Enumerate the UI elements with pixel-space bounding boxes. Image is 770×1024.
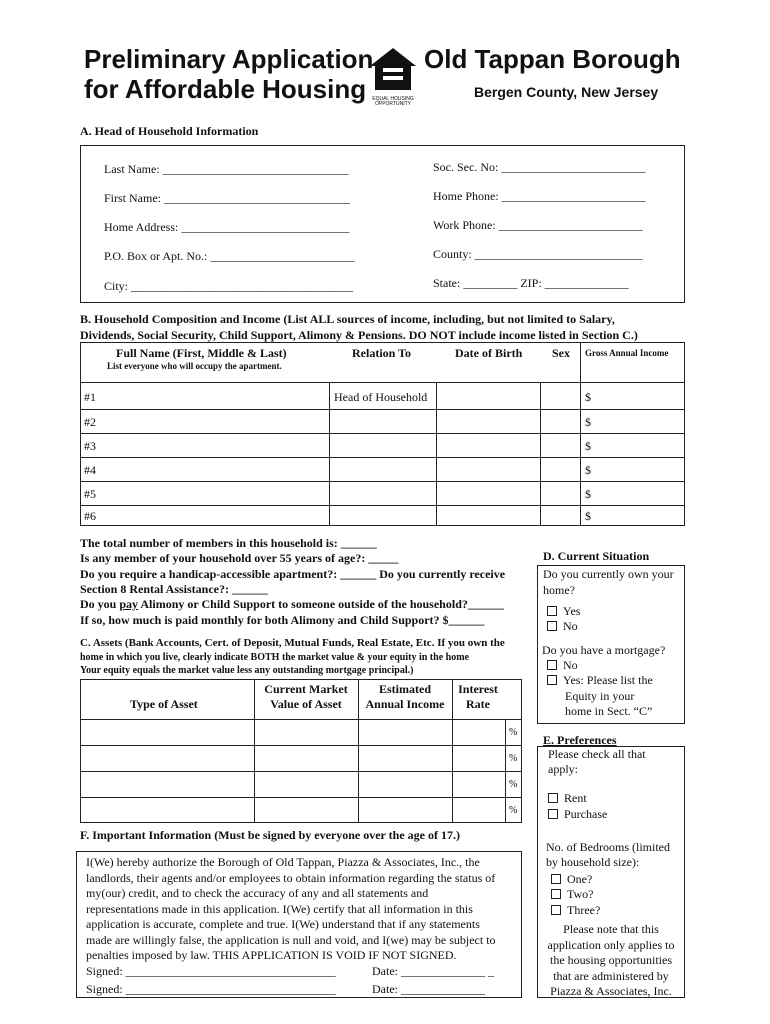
- logo-text-2: OPPORTUNITY: [374, 101, 412, 107]
- auth-line-5: application is accurate, complete and true. I(We) understand that if any statements: [86, 917, 480, 931]
- row-5-num: #5: [84, 487, 96, 501]
- section-d-heading: D. Current Situation: [543, 549, 650, 563]
- auth-line-4: representations made in this application. I(We) certify that all information in this: [86, 901, 473, 916]
- note-line-3: the housing opportunities: [550, 953, 672, 967]
- bed-one[interactable]: [551, 872, 592, 887]
- handicap-question[interactable]: Do you require a handicap-accessible apartment?: ______ Do you currently receive: [80, 567, 506, 581]
- home-phone-field[interactable]: Home Phone: ________________________: [433, 189, 646, 203]
- bed-one-label: One?: [567, 872, 593, 886]
- col-income-1: Estimated: [379, 682, 431, 696]
- auth-line-3: my(our) credit, and to check the accuracy of any and all statements and: [86, 886, 429, 900]
- note-line-4: that are administered by: [553, 968, 669, 983]
- state-zip-field[interactable]: State: _________ ZIP: ______________: [433, 276, 629, 290]
- home-address-field[interactable]: Home Address: ____________________________: [104, 220, 350, 234]
- checkbox-icon[interactable]: [548, 793, 558, 803]
- checkbox-icon[interactable]: [547, 675, 557, 685]
- city-field[interactable]: City: _____________________________________: [104, 279, 354, 293]
- last-name-field[interactable]: Last Name: _______________________________: [104, 162, 349, 176]
- house-icon: [368, 46, 418, 92]
- ssn-field[interactable]: Soc. Sec. No: ________________________: [433, 160, 646, 174]
- checkbox-icon[interactable]: [547, 660, 557, 670]
- over-55-question[interactable]: Is any member of your household over 55 years of age?: _____: [80, 551, 399, 565]
- household-count-question[interactable]: The total number of members in this household is: ______: [80, 536, 377, 550]
- pay-question-prefix: Do you: [80, 597, 120, 611]
- checkbox-icon[interactable]: [548, 809, 558, 819]
- equity-note-1: Equity in your: [565, 689, 635, 703]
- row-4-num: #4: [84, 463, 96, 477]
- alimony-pay-question[interactable]: [80, 597, 504, 612]
- pct-2: %: [509, 753, 518, 764]
- row-1-income[interactable]: $: [585, 390, 591, 404]
- col-rate-2: Rate: [466, 697, 490, 711]
- pref-rent[interactable]: [548, 791, 587, 806]
- col-market-1: Current Market: [264, 682, 348, 696]
- county-field[interactable]: County: ____________________________: [433, 247, 643, 261]
- row-6-income[interactable]: $: [585, 509, 591, 523]
- own-home-question: Do you currently own your home?: [543, 567, 674, 597]
- section-c-line-3: Your equity equals the market value less any outstanding mortgage principal.): [80, 665, 414, 676]
- auth-line-1: I(We) hereby authorize the Borough of Old Tappan, Piazza & Associates, Inc., the: [86, 855, 480, 869]
- row-3-income[interactable]: $: [585, 439, 591, 453]
- pref-rent-label: Rent: [564, 791, 587, 805]
- pay-underlined: pay: [119, 597, 139, 611]
- col-dob: Date of Birth: [455, 346, 523, 360]
- logo-text-1: EQUAL HOUSING: [372, 96, 414, 102]
- equity-note-2: home in Sect. “C”: [565, 704, 653, 718]
- date-line-1[interactable]: Date: ______________ _: [372, 964, 494, 978]
- col-full-name: Full Name (First, Middle & Last): [116, 346, 287, 360]
- section-b-heading-2: Dividends, Social Security, Child Support, Alimony & Pensions. DO NOT include income listed in Section C.): [80, 328, 638, 342]
- row-2-income[interactable]: $: [585, 415, 591, 429]
- own-home-yes-label: Yes: [563, 604, 581, 618]
- row-1-num: #1: [84, 390, 96, 404]
- equal-housing-logo: [368, 46, 418, 107]
- col-market-2: Value of Asset: [270, 697, 342, 711]
- own-home-yes[interactable]: [547, 604, 580, 619]
- bed-two[interactable]: [551, 887, 593, 902]
- check-all-line-1: Please check all that: [548, 747, 646, 761]
- first-name-field[interactable]: First Name: _______________________________: [104, 191, 350, 205]
- note-line-5: Piazza & Associates, Inc.: [550, 984, 672, 998]
- county-name: Bergen County, New Jersey: [474, 84, 659, 100]
- row-5-income[interactable]: $: [585, 487, 591, 501]
- row-3-num: #3: [84, 439, 96, 453]
- mortgage-no-label: No: [563, 658, 578, 672]
- col-income-2: Annual Income: [365, 697, 445, 711]
- po-box-field[interactable]: P.O. Box or Apt. No.: ________________________: [104, 249, 355, 263]
- col-sex: Sex: [552, 346, 570, 360]
- signature-line-2[interactable]: Signed: ___________________________________: [86, 982, 336, 996]
- own-home-no-label: No: [563, 619, 578, 633]
- section-a-heading: A. Head of Household Information: [80, 124, 259, 138]
- row-1-relation: Head of Household: [334, 390, 428, 404]
- work-phone-field[interactable]: Work Phone: ________________________: [433, 218, 643, 232]
- note-line-2: application only applies to: [547, 937, 675, 952]
- bed-three[interactable]: [551, 903, 600, 918]
- bed-two-label: Two?: [567, 887, 594, 901]
- section-c-line-2: home in which you live, clearly indicate BOTH the market value & your equity in the home: [80, 652, 469, 663]
- checkbox-icon[interactable]: [551, 905, 561, 915]
- auth-line-2: landlords, their agents and/or employees to obtain information regarding the status of: [86, 870, 496, 885]
- checkbox-icon[interactable]: [551, 874, 561, 884]
- col-relation: Relation To: [352, 346, 412, 360]
- mortgage-question: Do you have a mortgage?: [542, 643, 666, 657]
- pref-purchase-label: Purchase: [564, 807, 608, 821]
- bed-three-label: Three?: [567, 903, 601, 917]
- row-4-income[interactable]: $: [585, 463, 591, 477]
- pay-question-suffix: Alimony or Child Support to someone outside of the household?______: [138, 597, 504, 611]
- checkbox-icon[interactable]: [547, 606, 557, 616]
- col-gross-income: Gross Annual Income: [585, 348, 669, 358]
- authorization-text: [86, 855, 520, 964]
- administered-note: [537, 922, 685, 1000]
- col-full-name-note: List everyone who will occupy the apartment.: [107, 361, 282, 371]
- signature-line-1[interactable]: Signed: ___________________________________: [86, 964, 336, 978]
- col-rate-1: Interest: [458, 682, 498, 696]
- row-2-num: #2: [84, 415, 96, 429]
- section-f-heading: F. Important Information (Must be signed by everyone over the age of 17.): [80, 828, 460, 842]
- section-e-heading: E. Preferences: [543, 733, 617, 747]
- bedrooms-line-2: by household size):: [546, 855, 640, 869]
- pct-4: %: [509, 805, 518, 816]
- date-line-2[interactable]: Date: ______________: [372, 982, 485, 996]
- title-line-1: Preliminary Application: [84, 44, 374, 74]
- pct-1: %: [509, 727, 518, 738]
- title-line-2: for Affordable Housing: [84, 74, 367, 104]
- own-home-no[interactable]: [547, 619, 578, 634]
- alimony-amount-question[interactable]: If so, how much is paid monthly for both Alimony and Child Support? $______: [80, 613, 485, 627]
- pct-3: %: [509, 779, 518, 790]
- section8-question[interactable]: Section 8 Rental Assistance?: ______: [80, 582, 268, 596]
- note-line-1: Please note that this: [563, 922, 659, 936]
- check-all-line-2: apply:: [548, 762, 578, 776]
- borough-name: Old Tappan Borough: [424, 44, 681, 74]
- auth-line-6: made are willingly false, the application is null and void, and I(we) may be subject to: [86, 932, 496, 947]
- checkbox-icon[interactable]: [547, 621, 557, 631]
- section-c-heading: C. Assets (Bank Accounts, Cert. of Deposit, Mutual Funds, Real Estate, Etc. If you own the: [80, 637, 505, 649]
- mortgage-yes[interactable]: [547, 673, 653, 688]
- checkbox-icon[interactable]: [551, 889, 561, 899]
- mortgage-yes-label: Yes: Please list the: [563, 673, 653, 687]
- auth-line-7: penalties imposed by law. THIS APPLICATION IS VOID IF NOT SIGNED.: [86, 948, 457, 962]
- pref-purchase[interactable]: [548, 807, 607, 822]
- section-b-heading-1: B. Household Composition and Income (List ALL sources of income, including, but not limited to Salary,: [80, 312, 615, 326]
- col-type-of-asset: Type of Asset: [130, 697, 198, 711]
- bedrooms-line-1: No. of Bedrooms (limited: [546, 840, 670, 854]
- row-6-num: #6: [84, 509, 96, 523]
- mortgage-no[interactable]: [547, 658, 578, 673]
